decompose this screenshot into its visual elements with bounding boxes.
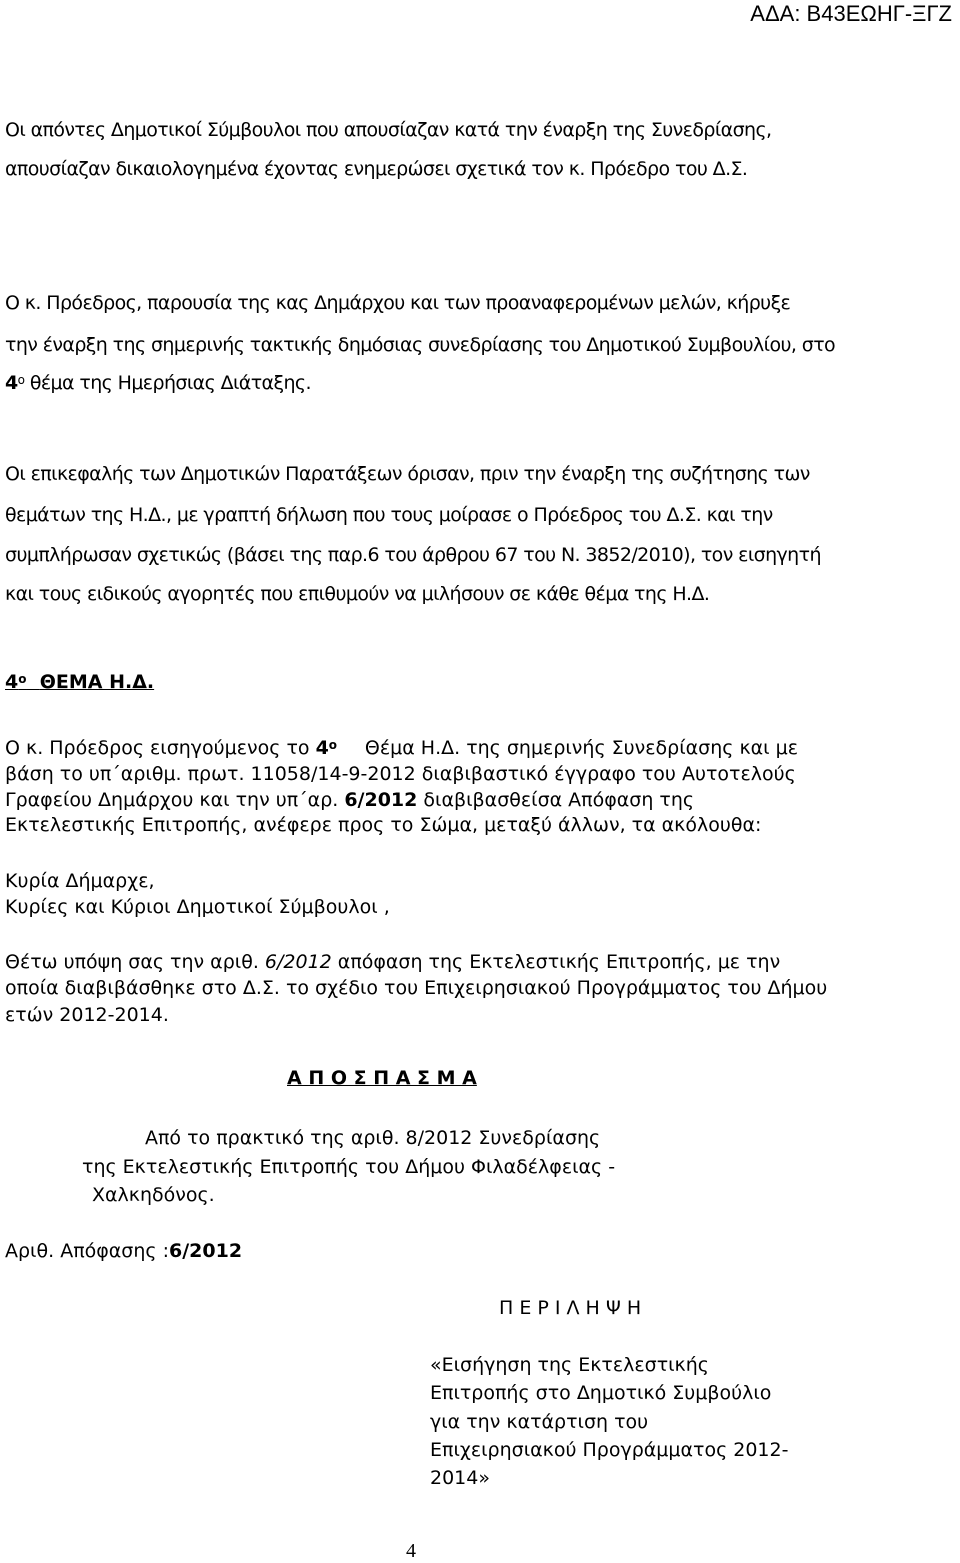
- p5-line2: οποία διαβιβάσθηκε στο Δ.Σ. το σχέδιο του Επιχειρησιακού Προγράμματος του Δήμου: [5, 977, 828, 999]
- summary-line1: «Εισήγηση της Εκτελεστικής: [430, 1354, 709, 1376]
- p1-line2: απουσίαζαν δικαιολογημένα έχοντας ενημερώσει σχετικά τον κ. Πρόεδρο του Δ.Σ.: [5, 158, 748, 180]
- apospasma-line2: της Εκτελεστικής Επιτροπής του Δήμου Φιλαδέλφειας -: [82, 1156, 616, 1178]
- p2-topic-number: 4: [5, 372, 18, 394]
- decision-number: Αριθ. Απόφασης :6/2012: [5, 1240, 243, 1262]
- p2-topic-sup: ο: [17, 373, 25, 387]
- salutation-line1: Κυρία Δήμαρχε,: [5, 870, 155, 892]
- summary-line3: για την κατάρτιση του: [430, 1411, 649, 1433]
- heading-number: $4^o$ ΘΕΜΑ Η.Δ.: [5, 671, 155, 693]
- summary-line4: Επιχειρησιακού Προγράμματος 2012-: [430, 1439, 789, 1461]
- p2-line3-rest: θέμα της Ημερήσιας Διάταξης.: [24, 372, 311, 394]
- p1-line1: Οι απόντες Δημοτικοί Σύμβουλοι που απουσίαζαν κατά την έναρξη της Συνεδρίασης,: [5, 119, 772, 141]
- ada-code: ΑΔΑ: Β43ΕΩΗΓ-ΞΓΖ: [750, 1, 952, 26]
- p3-line4: και τους ειδικούς αγορητές που επιθυμούν να μιλήσουν σε κάθε θέμα της Η.Δ.: [5, 583, 710, 605]
- p5-decision-ref: 6/2012: [264, 951, 332, 973]
- p4-line3: Γραφείου Δημάρχου και την υπ΄αρ. 6/2012 διαβιβασθείσα Απόφαση της: [5, 789, 695, 811]
- summary-line2: Επιτροπής στο Δημοτικό Συμβούλιο: [430, 1382, 772, 1404]
- p4-line1: [5, 736, 798, 760]
- p3-line3: συμπλήρωσαν σχετικώς (βάσει της παρ.6 του άρθρου 67 του Ν. 3852/2010), τον εισηγητή: [5, 544, 821, 566]
- p2-line3: [5, 371, 311, 395]
- apospasma-title: Α Π Ο Σ Π Α Σ Μ Α: [287, 1067, 477, 1089]
- decision-ref: 6/2012: [344, 789, 418, 811]
- summary-line5: 2014»: [430, 1467, 490, 1489]
- page-number: 4: [406, 1540, 416, 1562]
- topic-heading: [5, 670, 154, 694]
- p5-line1: Θέτω υπόψη σας την αριθ. 6/2012 απόφαση της Εκτελεστικής Επιτροπής, με την: [5, 951, 781, 973]
- p2-line2: την έναρξη της σημερινής τακτικής δημόσιας συνεδρίασης του Δημοτικού Συμβουλίου, στο: [5, 334, 836, 356]
- p4-line1-a: Ο κ. Πρόεδρος εισηγούμενος το $4^o$: [5, 737, 338, 759]
- p4-line2: βάση το υπ΄αριθμ. πρωτ. 11058/14-9-2012 διαβιβαστικό έγγραφο του Αυτοτελούς: [5, 763, 796, 785]
- p4-line1-b: Θέμα Η.Δ. της σημερινής Συνεδρίασης και με: [364, 737, 798, 759]
- p2-line1: Ο κ. Πρόεδρος, παρουσία της κας Δημάρχου και των προαναφερομένων μελών, κήρυξε: [5, 292, 791, 314]
- apospasma-line1: Από το πρακτικό της αριθ. 8/2012 Συνεδρίασης: [145, 1127, 601, 1149]
- salutation-line2: Κυρίες και Κύριοι Δημοτικοί Σύμβουλοι ,: [5, 896, 390, 918]
- apospasma-line3: Χαλκηδόνος.: [92, 1184, 215, 1206]
- p3-line2: θεμάτων της Η.Δ., με γραπτή δήλωση που τους μοίρασε ο Πρόεδρος του Δ.Σ. και την: [5, 504, 773, 526]
- p3-line1: Οι επικεφαλής των Δημοτικών Παρατάξεων όρισαν, πριν την έναρξη της συζήτησης των: [5, 463, 810, 485]
- summary-title: Π Ε Ρ Ι Λ Η Ψ Η: [499, 1297, 642, 1319]
- p5-line3: ετών 2012-2014.: [5, 1004, 169, 1026]
- p4-line4: Εκτελεστικής Επιτροπής, ανέφερε προς το Σώμα, μεταξύ άλλων, τα ακόλουθα:: [5, 814, 762, 836]
